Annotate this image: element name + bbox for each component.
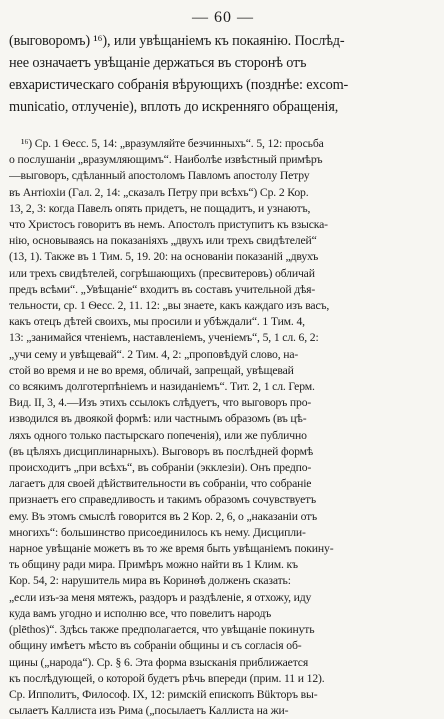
footnote-line: Ср. Ипполитъ, Философ. IX, 12: римскій епископъ Вükторъ вы- (9, 687, 318, 701)
footnote-line: или трехъ свидѣтелей, согрѣшающихъ (пресвитеровъ) обличай (9, 266, 315, 280)
footnote-line: что Христосъ говоритъ въ немъ. Апостолъ приступитъ къ взыска- (9, 218, 328, 232)
footnote-line: (plēthos)“. Здѣсь также предполагается, что увѣщаніе покинуть (9, 623, 315, 637)
main-text-line: нее означаетъ увѣщаніе держаться въ сторонѣ отъ (9, 55, 307, 71)
main-text-line: евхаристическаго собранія вѣрующихъ (позднѣе: excom- (9, 77, 349, 93)
footnote-line: какъ отецъ дѣтей своихъ, мы просили и убѣждали“. 1 Тим. 4, (9, 315, 305, 329)
footnote-line: о послушаніи „вразумляющимъ“. Наиболѣе извѣстный примѣръ (9, 153, 323, 167)
page-number: — 60 — (192, 9, 254, 26)
footnote-line: стой во время и не во время, обличай, запрещай, увѣщевай (9, 363, 294, 377)
footnote-line: ¹⁶) Ср. 1 Ѳесс. 5, 14: „вразумляйте безчинныхъ“. 5, 12: просьба (21, 137, 324, 150)
footnote-line: Вид. II, 3, 4.—Изъ этихъ ссылокъ слѣдуетъ, что выговоръ про- (9, 396, 312, 410)
footnote-line: 13: „занимайся чтеніемъ, наставленіемъ, ученіемъ“, 5, 1 сл. 6, 2: (9, 331, 319, 345)
main-text (9, 30, 437, 118)
footnote-line: сылаетъ Каллиста изъ Рима („посылаетъ Каллиста на жи- (9, 704, 289, 718)
footnote-line: „если изъ-за меня мятежъ, раздоръ и раздѣленіе, я отхожу, иду (9, 590, 312, 604)
main-text-line: municatio, отлученіе), вплоть до искренняго обращенія, (9, 99, 339, 115)
footnote-line: —выговоръ, сдѣланный апостоломъ Павломъ апостолу Петру (9, 169, 310, 183)
footnote-line: куда вамъ угодно и исполню все, что повелитъ народъ (9, 606, 272, 620)
footnote-line: нію, основываясь на показаніяхъ „двухъ или трехъ свидѣтелей“ (9, 234, 317, 248)
footnote-line: признаетъ его справедливость и такимъ образомъ сочувствуетъ (9, 493, 316, 507)
main-text-line: (выговоромъ) ¹⁶), или увѣщаніемъ къ покаянію. Послѣд- (9, 33, 345, 49)
footnote-line: ляхъ одного только пастырскаго попеченія), или же публично (9, 428, 307, 442)
footnote-line: происходитъ „при всѣхъ“, въ собраніи (экклезіи). Онъ предпо- (9, 461, 312, 475)
footnote-line: общину имѣетъ мѣсто въ собраніи общины и съ согласія об- (9, 639, 302, 653)
footnote-line: „учи сему и увѣщевай“. 2 Тим. 4, 2: „проповѣдуй слово, на- (9, 347, 299, 361)
footnote-line: ть общину ради мира. Примѣръ можно найти въ 1 Клим. къ (9, 558, 298, 572)
footnote-line: ему. Въ этомъ смыслѣ говорится въ 2 Кор. 2, 6, о „наказаніи отъ (9, 509, 318, 523)
footnote-line: предъ всѣми“. „Увѣщаніе“ входитъ въ составъ учительной дѣя- (9, 282, 316, 296)
footnote-line: многихъ“: большинство присоединилось къ нему. Дисципли- (9, 525, 306, 539)
footnote-line: изводился въ двоякой формѣ: или частнымъ образомъ (въ цѣ- (9, 412, 307, 426)
footnote-line: нарное увѣщаніе можетъ въ то же время быть увѣщаніемъ покину- (9, 542, 334, 556)
footnote-line: (въ цѣляхъ дисциплинарныхъ). Выговоръ въ послѣдней формѣ (9, 444, 314, 458)
footnote-line: 13, 2, 3: когда Павелъ опять придетъ, не пощадитъ, и узнаютъ, (9, 201, 311, 215)
footnote-line: Кор. 54, 2: нарушитель мира въ Коринѳѣ долженъ сказать: (9, 574, 291, 588)
footnote-block (9, 136, 437, 719)
footnote-line: тельности, ср. 1 Ѳесс. 2, 11. 12: „вы знаете, какъ каждаго изъ васъ, (9, 299, 330, 313)
footnote-line: лагаетъ для своей дѣйствительности въ собраніи, что собраніе (9, 477, 312, 491)
footnote-line: къ послѣдующей, о которой будетъ рѣчь впереди (прим. 11 и 12). (9, 671, 325, 685)
footnote-line: (13, 1). Также въ 1 Тим. 5, 19. 20: на основаніи показаній „двухъ (9, 250, 319, 264)
footnote-line: щины („народа“). Ср. § 6. Эта форма взысканія приближается (9, 655, 309, 669)
footnote-line: со всякимъ долготерпѣніемъ и назиданіемъ“. Тит. 2, 1 сл. Герм. (9, 380, 315, 394)
footnote-line: въ Антіохіи (Гал. 2, 14: „сказалъ Петру при всѣхъ“) Ср. 2 Кор. (9, 185, 309, 199)
